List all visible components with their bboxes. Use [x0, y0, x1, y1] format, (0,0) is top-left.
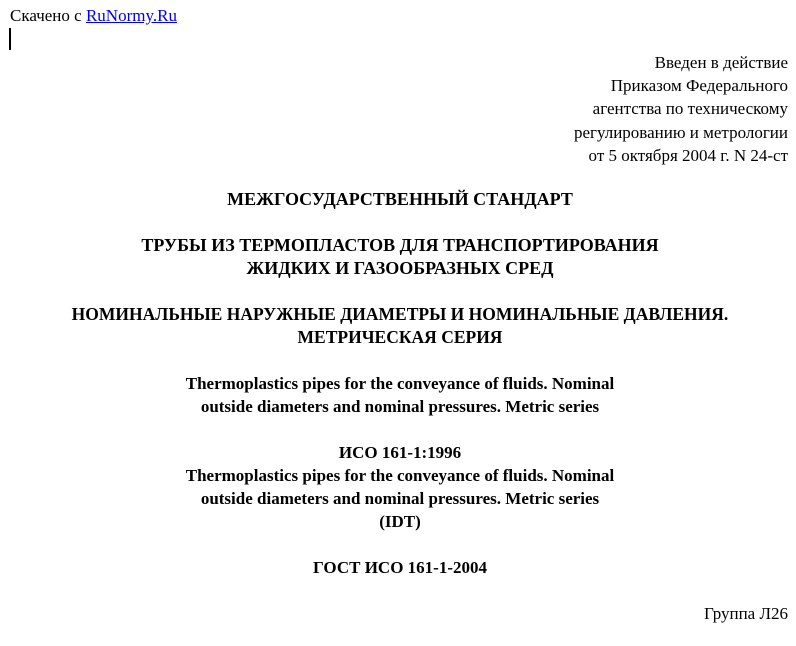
standard-type [0, 188, 796, 211]
approval-line: агентства по техническому [592, 99, 788, 119]
subtitle-line: МЕТРИЧЕСКАЯ СЕРИЯ [297, 327, 503, 347]
english-title-line: Thermoplastics pipes for the conveyance of fluids. Nominal [185, 374, 615, 393]
runormy-link[interactable]: RuNormy.Ru [85, 6, 177, 25]
classification-group: Группа Л26 [703, 604, 788, 623]
approval-line: регулированию и метрологии [573, 122, 788, 142]
title-line: ТРУБЫ ИЗ ТЕРМОПЛАСТОВ ДЛЯ ТРАНСПОРТИРОВАНИЯ [141, 235, 659, 255]
approval-line: Введен в действие [654, 53, 788, 72]
approval-line: от 5 октября 2004 г. N 24-ст [588, 145, 788, 165]
source-prefix: Скачено с [10, 6, 82, 25]
approval-line: Приказом Федерального [610, 76, 788, 96]
english-title [0, 372, 796, 418]
subtitle-line: НОМИНАЛЬНЫЕ НАРУЖНЫЕ ДИАМЕТРЫ И НОМИНАЛЬНЫЕ ДАВЛЕНИЯ. [71, 304, 729, 324]
text-cursor [9, 28, 11, 50]
standard-type-text: МЕЖГОСУДАРСТВЕННЫЙ СТАНДАРТ [227, 189, 573, 209]
iso-code: ИСО 161-1:1996 [338, 443, 462, 462]
english-title-line: outside diameters and nominal pressures. Metric series [200, 397, 600, 416]
gost-code-text: ГОСТ ИСО 161-1-2004 [313, 558, 487, 577]
iso-reference [0, 441, 796, 533]
document-title [0, 234, 796, 280]
iso-title-line: outside diameters and nominal pressures. Metric series [200, 489, 600, 508]
gost-code [0, 556, 796, 579]
approval-block [574, 51, 788, 167]
title-line: ЖИДКИХ И ГАЗООБРАЗНЫХ СРЕД [246, 258, 554, 278]
iso-equivalence: (IDT) [379, 512, 421, 531]
iso-title-line: Thermoplastics pipes for the conveyance of fluids. Nominal [185, 466, 615, 485]
document-subtitle [0, 303, 796, 349]
source-line [10, 6, 177, 26]
